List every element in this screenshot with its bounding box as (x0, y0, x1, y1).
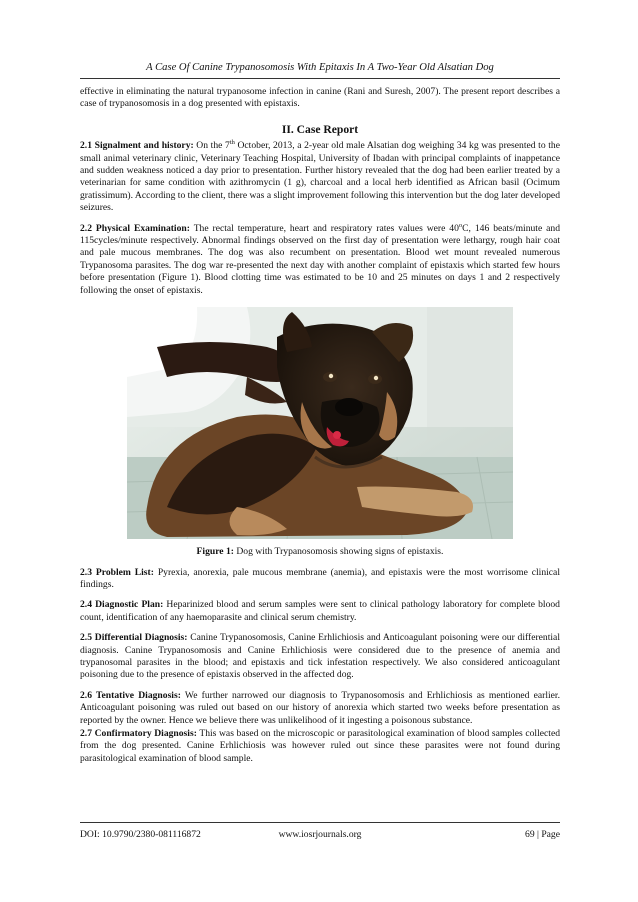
running-header: A Case Of Canine Trypanosomosis With Epitaxis In A Two-Year Old Alsatian Dog (146, 62, 494, 73)
footer-page-number: 69 | Page (525, 829, 560, 840)
label-physical-examination: 2.2 Physical Examination: (80, 222, 190, 234)
paragraph-confirmatory-diagnosis (80, 728, 560, 765)
text-signalment-history-b: October, 2013, a 2-year old male Alsatian dog weighing 34 kg was presented to the small animal veterinary clinic, Veterinary Teaching Hospital, University of Ibadan with principal complaints of inappetance and sudden weakness noticed a day prior to presentation. Further history revealed that the dog had been earlier treated by a veterinarian for same condition with azithromycin (1 g), charcoal and a local herb identified as African basil (Ocimum gratissimum). According to the client, there was a slight improvement following this intervention but the dog later developed seizures. (80, 140, 560, 214)
label-diagnostic-plan: 2.4 Diagnostic Plan: (80, 599, 164, 611)
page-footer (80, 829, 560, 843)
label-tentative-diagnosis: 2.6 Tentative Diagnosis: (80, 689, 181, 701)
figure-caption-label: Figure 1: (196, 546, 234, 558)
superscript-th: th (229, 139, 235, 147)
paragraph-tentative-diagnosis (80, 690, 560, 727)
paragraph-differential-diagnosis (80, 632, 560, 682)
intro-paragraph: effective in eliminating the natural trypanosome infection in canine (Rani and Suresh, 2007). The present report describes a case of trypanosomosis in a dog presented with epistaxis. (80, 86, 560, 110)
text-physical-examination-b: C, 146 beats/minute and 115cycles/minute respectively. Abnormal findings observed on the first day of presentation were lethargy, rough hair coat and pale mucous membranes. The dog was also recumbent on presentation. Blood wet mount revealed numerous Trypanosoma parasites. The dog war re-presented the next day with another complaint of epistaxis which started few hours before presentation (Figure 1). Blood clotting time was estimated to be 10 and 25 minutes on days 1 and 2 respectively following the onset of epistaxis. (80, 222, 561, 296)
footer-doi: DOI: 10.9790/2380-081116872 (80, 829, 201, 840)
paragraph-problem-list (80, 567, 560, 592)
text-differential-diagnosis: Canine Trypanosomosis, Canine Erhlichiosis and Anticoagulant poisoning were our differential diagnosis. Canine Trypanosomosis and Canine Erhlichiosis were considered due to the presence of anemia and trypanosomal parasites in the blood; and epistaxis and tick infestation respectively. We also considered anticoagulant poisoning due to the presence of epistaxis observed in the affected dog. (80, 632, 560, 681)
footer-website: www.iosrjournals.org (278, 829, 362, 840)
figure-caption-text: Dog with Trypanosomosis showing signs of epistaxis. (233, 546, 444, 558)
figure-dog-photo (127, 307, 513, 539)
text-confirmatory-diagnosis: This was based on the microscopic or parasitological examination of blood samples collected from the dog presented. Canine Erhlichiosis was however ruled out since these parasites were not found during parasitological examination of blood sample. (80, 727, 560, 764)
figure-caption (80, 546, 560, 558)
label-differential-diagnosis: 2.5 Differential Diagnosis: (80, 632, 188, 644)
text-physical-examination-a: The rectal temperature, heart and respiratory rates values were 40 (189, 222, 459, 234)
text-diagnostic-plan: Heparinized blood and serum samples were sent to clinical pathology laboratory for complete blood count, identification of any haemoparasite and clinical serum chemistry. (80, 599, 560, 623)
label-confirmatory-diagnosis: 2.7 Confirmatory Diagnosis: (80, 727, 197, 739)
paragraph-signalment-history (80, 140, 560, 214)
dog-photo-illustration (127, 307, 513, 539)
label-problem-list: 2.3 Problem List: (80, 566, 154, 578)
text-signalment-history-a: On the 7 (193, 140, 230, 152)
paragraph-diagnostic-plan (80, 599, 560, 624)
text-tentative-diagnosis: We further narrowed our diagnosis to Trypanosomosis and Erhlichiosis as mentioned earlier. Anticoagulant poisoning was ruled out based on our history of anorexia which started two weeks before presentation as reported by the owner. Hence we believe there was unlikelihood of it ingesting a poisonous substance. (80, 689, 560, 726)
paragraph-physical-examination (80, 223, 560, 297)
main-content (80, 86, 560, 765)
section-title: II. Case Report (281, 122, 359, 136)
text-problem-list: Pyrexia, anorexia, pale mucous membrane (anemia), and epistaxis were the most worrisome clinical findings. (80, 566, 560, 590)
footer-rule (80, 822, 560, 823)
label-signalment-history: 2.1 Signalment and history: (80, 140, 194, 152)
header-rule (80, 78, 560, 79)
superscript-degree: o (458, 221, 463, 229)
